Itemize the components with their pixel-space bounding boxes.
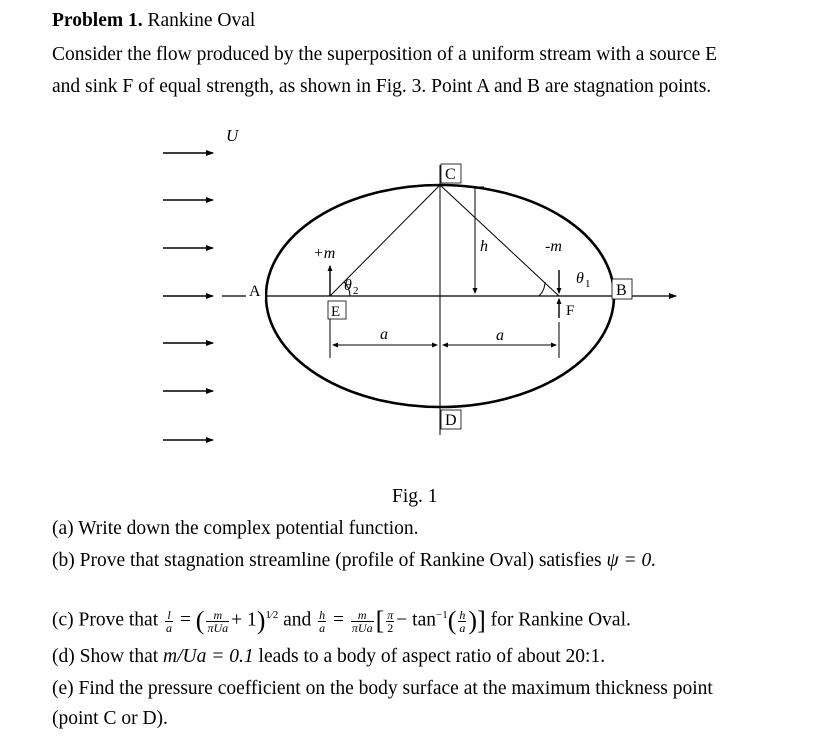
- label-u: U: [226, 126, 239, 145]
- part-d-suffix: leads to a body of aspect ratio of about 20:1.: [258, 646, 606, 667]
- bracket-open: [: [375, 606, 385, 636]
- paren-close: ): [256, 606, 266, 636]
- label-theta2-sub: 2: [353, 285, 359, 297]
- part-b-text: (b) Prove that stagnation streamline (profile of Rankine Oval) satisfies: [52, 550, 602, 571]
- equals-sign-2: =: [333, 609, 345, 631]
- plus-one: + 1: [231, 609, 257, 631]
- bracket-close: ]: [477, 606, 486, 636]
- intro-line-1: Consider the flow produced by the superposition of a uniform stream with a source E: [52, 44, 718, 65]
- inverse-exponent: −1: [436, 609, 448, 621]
- theta1-arc: [539, 282, 545, 296]
- frac-h-over-a: $\frac{h}{a}$: [319, 607, 326, 635]
- part-c: [52, 600, 631, 636]
- label-a: A: [249, 283, 261, 300]
- label-theta1: θ: [576, 270, 584, 287]
- part-b: [52, 549, 656, 573]
- part-c-suffix: for Rankine Oval.: [490, 609, 631, 631]
- part-a: (a) Write down the complex potential function.: [52, 518, 419, 539]
- part-c-prefix: (c) Prove that: [52, 609, 159, 631]
- frac-pi-over-2: $\frac{\pi}{2}$: [387, 607, 394, 635]
- label-b: B: [616, 282, 627, 299]
- part-e-line-2: (point C or D).: [52, 708, 168, 729]
- figure-caption: Fig. 1: [392, 486, 438, 507]
- label-c: C: [445, 166, 456, 183]
- frac-m-over-piua-2: $\frac{m}{\text{πUa}}$: [351, 607, 373, 635]
- minus-tan: − tan: [396, 609, 436, 631]
- problem-number: Problem 1.: [52, 10, 143, 31]
- frac-l-over-a: $\frac{l}{a}$: [166, 607, 173, 635]
- label-sink: -m: [545, 238, 562, 255]
- label-f: F: [566, 303, 575, 319]
- label-theta2: θ: [344, 277, 352, 294]
- intro-line-2: and sink F of equal strength, as shown in Fig. 3. Point A and B are stagnation points.: [52, 76, 712, 97]
- problem-heading: [52, 9, 255, 33]
- label-a-right: a: [496, 327, 504, 344]
- paren-open-2: (: [447, 606, 457, 636]
- label-h: h: [480, 238, 488, 255]
- label-d: D: [445, 412, 457, 429]
- paren-close-2: ): [468, 606, 478, 636]
- label-a-left: a: [380, 326, 388, 343]
- frac-h-over-a-2: $\frac{h}{a}$: [459, 607, 466, 635]
- equals-sign: =: [179, 609, 191, 631]
- uniform-stream-arrows: [163, 153, 213, 440]
- paren-open: (: [195, 606, 205, 636]
- part-b-math: ψ = 0.: [606, 550, 657, 571]
- part-d-math: m/Ua = 0.1: [163, 646, 254, 667]
- frac-m-over-piua: $\frac{m}{\text{πUa}}$: [207, 607, 229, 635]
- part-c-and: and: [283, 609, 312, 631]
- part-e-line-1: (e) Find the pressure coefficient on the body surface at the maximum thickness point: [52, 678, 713, 699]
- problem-title: Rankine Oval: [147, 10, 256, 31]
- label-e: E: [331, 304, 341, 320]
- label-theta1-sub: 1: [585, 278, 591, 290]
- half-exponent: 1⁄2: [265, 609, 279, 621]
- part-d: [52, 645, 605, 669]
- label-source: +m: [313, 245, 336, 262]
- part-d-prefix: (d) Show that: [52, 646, 159, 667]
- line-f-to-c: [440, 185, 559, 296]
